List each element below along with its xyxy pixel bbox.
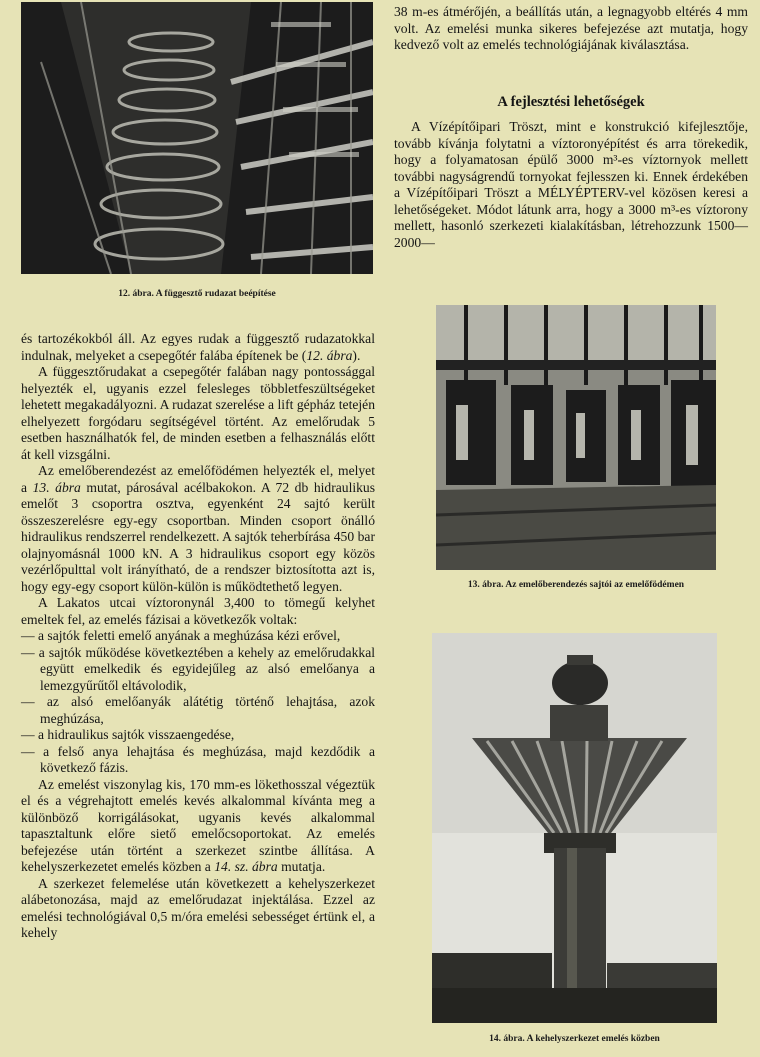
figure-14-photo <box>432 633 717 1023</box>
paragraph-5: Az emelést viszonylag kis, 170 mm-es lökethosszal végeztük el és a végrehajtott emelés kevés alkalommal kívánta meg a különböző korrigálásokat, ugyanis kevés alkalommal tapasztaltunk előre siető emelőcsoportokat. Az emelés befejezése után történt a szerkezet szintbe állítása. A kehelyszerkezetet emelés közben a 14. sz. ábra mutatja. <box>21 776 375 874</box>
paragraph-2: A függesztőrudakat a csepegőtér falában nagy pontossággal helyezték el, ugyanis ezzel felesleges többletfeszültségeket lehetett megakadályozni. A rudazat szerelése a lift gépház tetején elhelyezett forgódaru segítségével történt. Az emelőrudak 5 esetben használhatók fel, de minden esetben a felhasználás előtt át kell vizsgálni. <box>21 364 375 462</box>
paragraph-1: és tartozékokból áll. Az egyes rudak a függesztő rudazatokkal indulnak, melyeket a csepegőtér falába építenek be (12. ábra). <box>21 331 375 363</box>
figure-ref-13: 13. ábra <box>32 479 81 495</box>
right-column-top <box>394 4 748 54</box>
figure-ref-14: 14. sz. ábra <box>214 859 278 874</box>
right-column-para <box>394 119 748 251</box>
section-heading: A fejlesztési lehetőségek <box>497 94 645 110</box>
left-column <box>21 331 375 942</box>
list-item: — a hidraulikus sajtók visszaengedése, <box>21 727 235 742</box>
figure-12-caption: 12. ábra. A függesztő rudazat beépítése <box>118 289 276 299</box>
paragraph-6: A szerkezet felemelése után következett a kehelyszerkezet alábetonozása, majd az emelőrudazat injektálása. Ezzel az emelési technológiával 0,5 m/óra emelési sebességet értünk el, a kehely <box>21 875 375 940</box>
list-item: — a sajtók feletti emelő anyának a meghúzása kézi erővel, <box>21 628 341 643</box>
paragraph-4: A Lakatos utcai víztoronynál 3,400 to tömegű kelyhet emeltek fel, az emelés fázisai a következők voltak: <box>21 595 375 627</box>
list-item: — a sajtók működése következtében a kehely az emelőrudakkal együtt emelkedik és egyidejűleg az alsó emelőanya a lemezgyűrűtől eltávolodik, <box>21 644 375 693</box>
paragraph-continuation: 38 m-es átmérőjén, a beállítás után, a legnagyobb eltérés 4 mm volt. Az emelési munka sikeres befejezése azt mutatja, hogy kedvező volt az emelés technológiájának kiválasztása. <box>394 4 748 52</box>
paragraph-3: Az emelőberendezést az emelőfödémen helyezték el, melyet a 13. ábra mutat, párosával acélbakokon. A 72 db hidraulikus emelőt 3 csoportra osztva, egyenként 24 sajtó került összeszerelésre egy-egy csoportban. Minden csoport önálló hidraulikus rendszerrel rendelkezett. A sajtók teherbírása 450 bar olajnyomásnál 1000 kN. A 3 hidraulikus csoport egy közös vezérlőpulttal volt irányítható, de a rendszer biztosította azt is, hogy egy-egy csoport külön-külön is működtethető legyen. <box>21 463 376 594</box>
list-item: — az alsó emelőanyák alátétig történő lehajtása, azok meghúzása, <box>21 694 375 726</box>
figure-12-photo <box>21 2 373 274</box>
list-item: — a felső anya lehajtása és meghúzása, majd kezdődik a következő fázis. <box>21 743 375 775</box>
figure-13-photo <box>436 305 716 570</box>
paragraph-development: A Vízépítőipari Tröszt, mint e konstrukció kifejlesztője, tovább kívánja folytatni a víztoronyépítést és arra törekedik, hogy a folyamatosan épülő 3000 m³-es víztornyok mellett további nagyságrendű tornyokat fejlesszen ki. Ennek érdekében a Vízépítőipari Tröszt a MÉLYÉPTERV-vel közösen keresi a lehetőségeket. Módot látunk arra, hogy a 3000 m³-es víztorony mellett, hasonló szerkezeti kialakításban, létrehozzunk 1500—2000— <box>394 119 748 250</box>
figure-ref-12: 12. ábra <box>306 347 353 363</box>
figure-14-caption: 14. ábra. A kehelyszerkezet emelés közben <box>489 1034 660 1044</box>
figure-13-caption: 13. ábra. Az emelőberendezés sajtói az emelőfödémen <box>467 580 685 590</box>
